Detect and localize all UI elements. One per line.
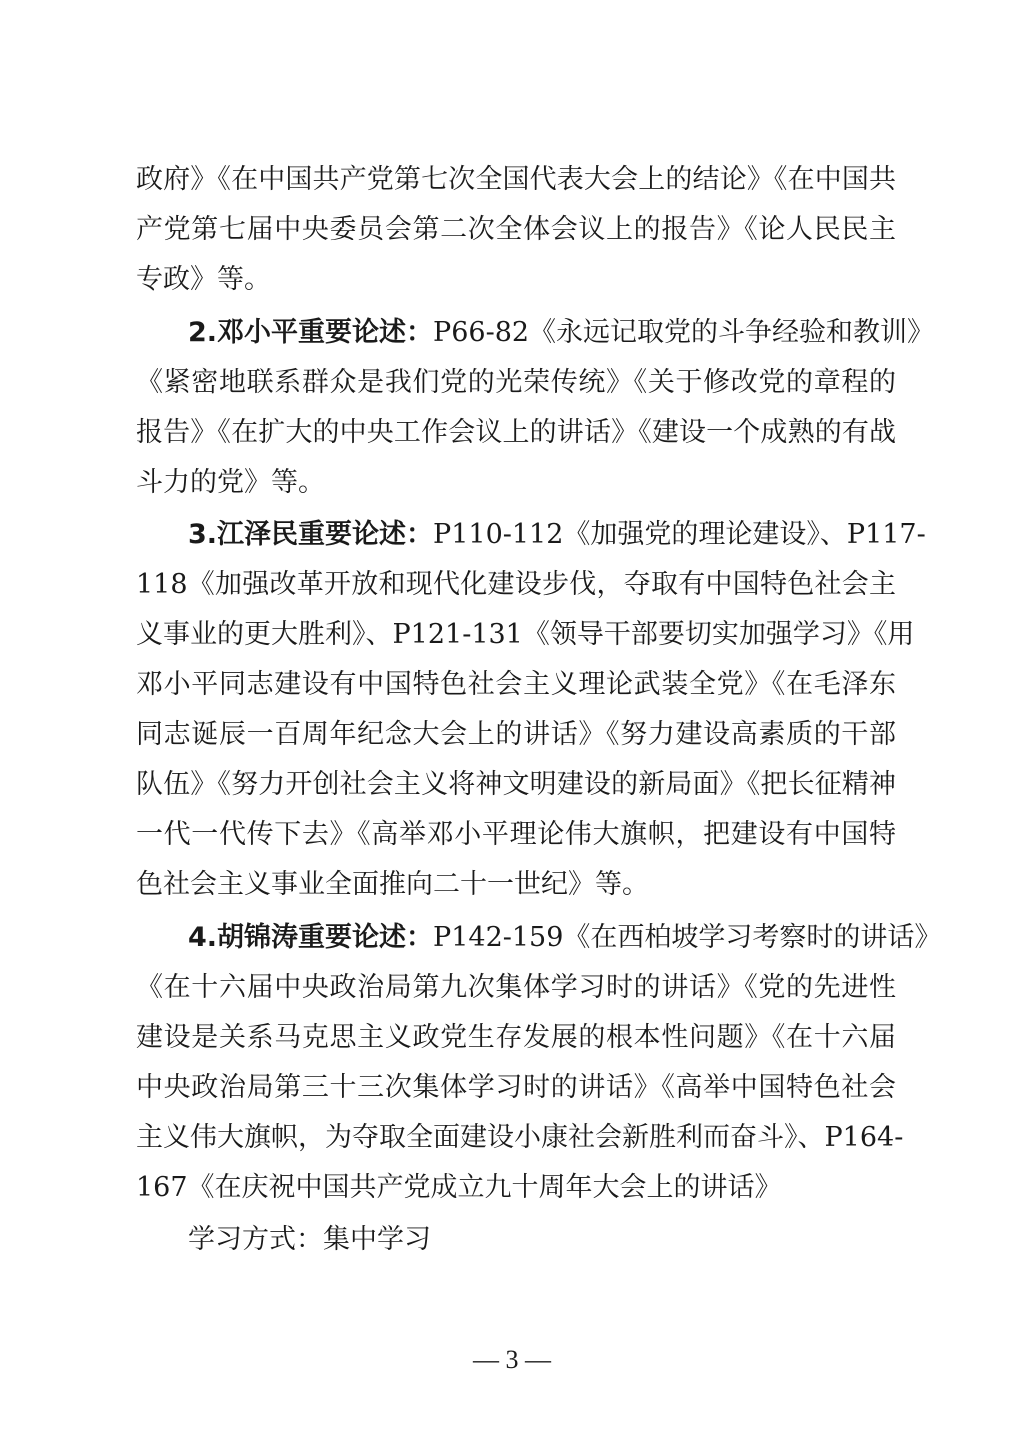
text-line: 报告》《在扩大的中央工作会议上的讲话》《建设一个成熟的有战: [136, 417, 896, 448]
page-number: — 3 —: [473, 1345, 551, 1374]
section-heading-line: 2.邓小平重要论述：P66-82《永远记取党的斗争经验和教训》: [188, 317, 935, 348]
text-line: 邓小平同志建设有中国特色社会主义理论武装全党》《在毛泽东: [136, 669, 896, 700]
text-line: 一代一代传下去》《高举邓小平理论伟大旗帜，把建设有中国特: [136, 819, 896, 850]
section-heading-line: 3.江泽民重要论述：P110-112《加强党的理论建设》、P117-: [188, 519, 926, 550]
text-line: 同志诞辰一百周年纪念大会上的讲话》《努力建设高素质的干部: [136, 719, 896, 750]
text-line: 《紧密地联系群众是我们党的光荣传统》《关于修改党的章程的: [136, 367, 896, 398]
study-method-line: 学习方式：集中学习: [188, 1224, 431, 1255]
section-heading-line: 4.胡锦涛重要论述：P142-159《在西柏坡学习考察时的讲话》: [188, 922, 942, 953]
text-line: 队伍》《努力开创社会主义将神文明建设的新局面》《把长征精神: [136, 769, 896, 800]
text-line: 主义伟大旗帜，为夺取全面建设小康社会新胜利而奋斗》、P164-: [136, 1122, 904, 1153]
text-line: 118《加强改革开放和现代化建设步伐，夺取有中国特色社会主: [136, 569, 896, 600]
text-line: 建设是关系马克思主义政党生存发展的根本性问题》《在十六届: [136, 1022, 896, 1053]
text-line: 政府》《在中国共产党第七次全国代表大会上的结论》《在中国共: [136, 164, 896, 195]
text-line: 义事业的更大胜利》、P121-131《领导干部要切实加强学习》《用: [136, 619, 915, 650]
section-heading: 3.江泽民重要论述：: [188, 519, 434, 550]
text-line: 167《在庆祝中国共产党成立九十周年大会上的讲话》: [136, 1172, 782, 1203]
text-line: 色社会主义事业全面推向二十一世纪》等。: [136, 869, 649, 900]
text-line: 《在十六届中央政治局第九次集体学习时的讲话》《党的先进性: [136, 972, 896, 1003]
text-line: 专政》等。: [136, 264, 271, 295]
text-line: 产党第七届中央委员会第二次全体会议上的报告》《论人民民主: [136, 214, 896, 245]
section-heading: 4.胡锦涛重要论述：: [188, 922, 434, 953]
text-line: 斗力的党》等。: [136, 467, 325, 498]
section-heading: 2.邓小平重要论述：: [188, 317, 434, 348]
text-line: 中央政治局第三十三次集体学习时的讲话》《高举中国特色社会: [136, 1072, 896, 1103]
